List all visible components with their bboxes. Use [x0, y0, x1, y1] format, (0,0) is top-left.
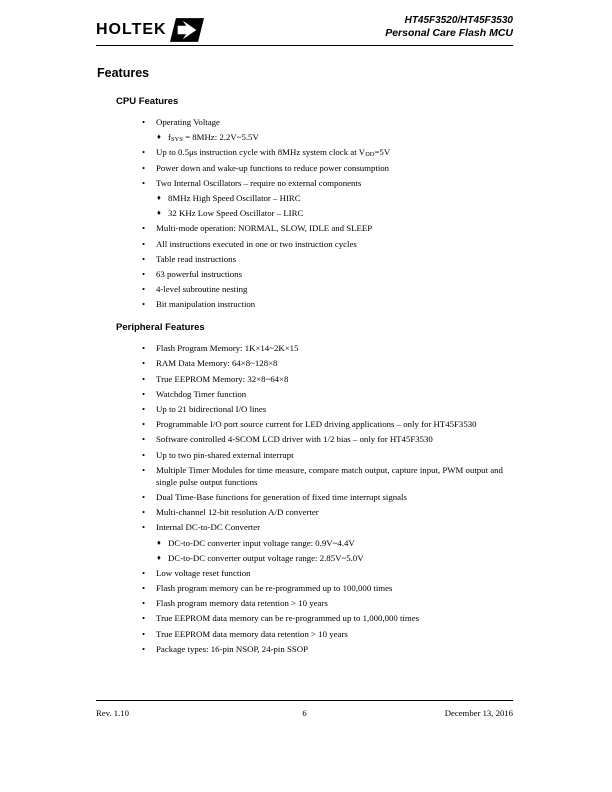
- feature-text: Multi-channel 12-bit resolution A/D converter: [156, 507, 319, 518]
- dot-bullet-icon: •: [142, 299, 146, 310]
- dot-bullet-icon: •: [142, 567, 146, 578]
- feature-item: [142, 238, 513, 250]
- dot-bullet-icon: •: [142, 253, 146, 264]
- dot-bullet-icon: •: [142, 223, 146, 234]
- feature-item: [142, 464, 513, 488]
- peripheral-features-section: [97, 322, 513, 655]
- feature-item: [142, 162, 513, 174]
- feature-text: 4-level subroutine nesting: [156, 284, 248, 295]
- feature-item: [142, 253, 513, 265]
- dot-bullet-icon: •: [142, 419, 146, 430]
- feature-text: Internal DC-to-DC Converter: [156, 522, 261, 533]
- feature-item: [157, 552, 513, 564]
- peripheral-features-title: Peripheral Features: [116, 322, 205, 334]
- feature-text: Power down and wake-up functions to reduce power consumption: [156, 162, 390, 173]
- feature-text: Programmable I/O port source current for LED driving applications – only for HT45F3530: [156, 419, 477, 430]
- peripheral-features-list: [142, 342, 513, 655]
- feature-item: [142, 567, 513, 579]
- dot-bullet-icon: •: [142, 507, 146, 518]
- feature-text: All instructions executed in one or two instruction cycles: [156, 238, 357, 249]
- feature-item: [142, 146, 513, 158]
- dot-bullet-icon: •: [142, 147, 146, 158]
- feature-item: [142, 342, 513, 354]
- feature-text: Two Internal Oscillators – require no external components: [156, 177, 362, 188]
- feature-text: $f_{SYS} = 8MHz$: 2.2V~5.5V: [168, 132, 259, 144]
- diamond-bullet-icon: ♦: [157, 552, 161, 562]
- feature-text: True EEPROM data memory data retention > 10 years: [156, 628, 348, 639]
- feature-text: Watchdog Timer function: [156, 388, 247, 399]
- feature-item: [142, 449, 513, 461]
- feature-item: [142, 612, 513, 624]
- feature-item: [142, 643, 513, 655]
- feature-item: [142, 403, 513, 415]
- features-heading: Features: [97, 66, 150, 80]
- dot-bullet-icon: •: [142, 613, 146, 624]
- diamond-bullet-icon: ♦: [157, 192, 161, 202]
- feature-item: [157, 537, 513, 549]
- diamond-bullet-icon: ♦: [157, 208, 161, 218]
- document-title: [385, 15, 513, 40]
- footer-revision: Rev. 1.10: [96, 708, 129, 718]
- feature-item: [142, 582, 513, 594]
- page-footer: [96, 700, 513, 718]
- feature-text: RAM Data Memory: 64×8~128×8: [156, 358, 278, 369]
- holtek-logo: [96, 17, 204, 43]
- feature-item: [142, 298, 513, 310]
- feature-item: [142, 283, 513, 295]
- dot-bullet-icon: •: [142, 449, 146, 460]
- dot-bullet-icon: •: [142, 628, 146, 639]
- feature-item: [142, 222, 513, 234]
- dot-bullet-icon: •: [142, 522, 146, 533]
- feature-text: DC-to-DC converter output voltage range: 2.85V~5.0V: [168, 552, 364, 563]
- dot-bullet-icon: •: [142, 583, 146, 594]
- dot-bullet-icon: •: [142, 268, 146, 279]
- dot-bullet-icon: •: [142, 434, 146, 445]
- feature-item: [142, 177, 513, 189]
- feature-text: Up to two pin-shared external interrupt: [156, 449, 294, 460]
- feature-text: Multi-mode operation: NORMAL, SLOW, IDLE and SLEEP: [156, 223, 373, 234]
- dot-bullet-icon: •: [142, 464, 146, 475]
- feature-text: True EEPROM data memory can be re-programmed up to 1,000,000 times: [156, 613, 420, 624]
- feature-text: Flash program memory data retention > 10 years: [156, 598, 328, 609]
- feature-item: [142, 506, 513, 518]
- dot-bullet-icon: •: [142, 373, 146, 384]
- dot-bullet-icon: •: [142, 643, 146, 654]
- feature-item: [142, 418, 513, 430]
- feature-text: Up to 21 bidirectional I/O lines: [156, 404, 267, 414]
- product-family-title: Personal Care Flash MCU: [385, 27, 513, 39]
- feature-text: Bit manipulation instruction: [156, 299, 256, 310]
- diamond-bullet-icon: ♦: [157, 132, 161, 142]
- dot-bullet-icon: •: [142, 117, 146, 127]
- page-content: [97, 66, 513, 658]
- dot-bullet-icon: •: [142, 491, 146, 502]
- footer-page-number: 6: [302, 708, 307, 718]
- dot-bullet-icon: •: [142, 388, 146, 399]
- feature-item: [157, 131, 513, 143]
- feature-text: Table read instructions: [156, 253, 236, 264]
- feature-text: 32 KHz Low Speed Oscillator – LIRC: [168, 208, 304, 219]
- dot-bullet-icon: •: [142, 238, 146, 249]
- feature-text: Package types: 16-pin NSOP, 24-pin SSOP: [156, 643, 308, 654]
- holtek-arrow-icon: [170, 17, 204, 43]
- holtek-logo-text: HOLTEK: [96, 21, 167, 38]
- feature-item: [157, 192, 513, 204]
- feature-text: 8MHz High Speed Oscillator – HIRC: [168, 192, 301, 203]
- feature-item: [142, 388, 513, 400]
- feature-item: [142, 521, 513, 533]
- dot-bullet-icon: •: [142, 598, 146, 609]
- feature-item: [142, 268, 513, 280]
- feature-text: Operating Voltage: [156, 117, 220, 127]
- diamond-bullet-icon: ♦: [157, 537, 161, 547]
- dot-bullet-icon: •: [142, 358, 146, 369]
- cpu-features-title: CPU Features: [116, 96, 179, 107]
- feature-text: DC-to-DC converter input voltage range: 0.9V~4.4V: [168, 537, 355, 548]
- dot-bullet-icon: •: [142, 343, 146, 354]
- feature-text: Multiple Timer Modules for time measure, compare match output, capture input, PWM output and single pulse output functions: [156, 464, 503, 487]
- cpu-features-list: [142, 116, 513, 310]
- feature-item: [142, 597, 513, 609]
- feature-text: 63 powerful instructions: [156, 268, 243, 279]
- feature-item: [142, 373, 513, 385]
- dot-bullet-icon: •: [142, 162, 146, 173]
- feature-item: [142, 116, 513, 128]
- feature-text: Flash Program Memory: 1K×14~2K×15: [156, 343, 299, 354]
- feature-text: Software controlled 4-SCOM LCD driver with 1/2 bias – only for HT45F3530: [156, 434, 433, 445]
- feature-text: Up to 0.5μs instruction cycle with 8MHz system clock at $V_{DD}=5V$: [156, 147, 391, 159]
- dot-bullet-icon: •: [142, 284, 146, 295]
- feature-text: Low voltage reset function: [156, 567, 251, 578]
- feature-item: [142, 491, 513, 503]
- dot-bullet-icon: •: [142, 404, 146, 414]
- feature-item: [142, 433, 513, 445]
- feature-text: Dual Time-Base functions for generation of fixed time interrupt signals: [156, 491, 407, 502]
- feature-item: [142, 628, 513, 640]
- cpu-features-section: [97, 96, 513, 310]
- feature-text: Flash program memory can be re-programmed up to 100,000 times: [156, 583, 393, 594]
- feature-item: [157, 207, 513, 219]
- part-number-title: HT45F3520/HT45F3530: [404, 15, 513, 26]
- footer-date: December 13, 2016: [444, 708, 513, 718]
- header-divider: [96, 45, 513, 46]
- feature-text: True EEPROM Memory: 32×8~64×8: [156, 373, 289, 384]
- page-header: [96, 11, 513, 43]
- dot-bullet-icon: •: [142, 177, 146, 188]
- feature-item: [142, 357, 513, 369]
